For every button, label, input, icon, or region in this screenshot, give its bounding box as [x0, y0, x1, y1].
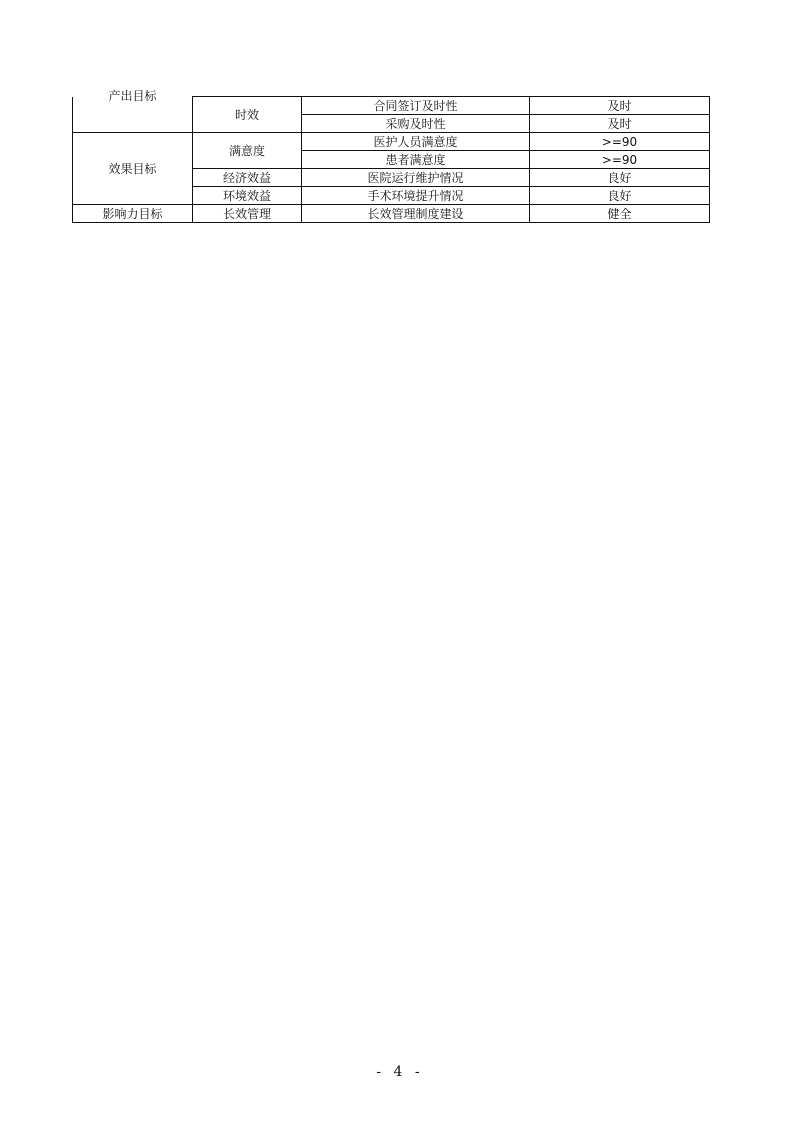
indicator-cell: 采购及时性 [302, 115, 530, 133]
subcategory-cell: 环境效益 [193, 187, 302, 205]
subcategory-cell: 时效 [193, 97, 302, 133]
value-cell: 健全 [530, 205, 710, 223]
indicator-cell: 手术环境提升情况 [302, 187, 530, 205]
subcategory-cell: 长效管理 [193, 205, 302, 223]
subcategory-cell: 满意度 [193, 133, 302, 169]
category-cell-impact: 影响力目标 [73, 205, 193, 223]
category-cell-effect: 效果目标 [73, 133, 193, 205]
table-row [73, 205, 710, 223]
category-cell-output [73, 88, 193, 133]
table-row [73, 133, 710, 151]
page-number: - 4 - [376, 1064, 424, 1080]
category-label: 产出目标 [108, 88, 157, 103]
subcategory-cell: 经济效益 [193, 169, 302, 187]
value-cell: 及时 [530, 97, 710, 115]
value-cell: >=90 [530, 133, 710, 151]
value-cell: 良好 [530, 169, 710, 187]
indicator-cell: 长效管理制度建设 [302, 205, 530, 223]
indicator-cell: 医院运行维护情况 [302, 169, 530, 187]
indicator-cell: 合同签订及时性 [302, 97, 530, 115]
performance-target-table [72, 88, 710, 223]
indicator-cell: 医护人员满意度 [302, 133, 530, 151]
value-cell: 良好 [530, 187, 710, 205]
indicator-cell: 患者满意度 [302, 151, 530, 169]
value-cell: >=90 [530, 151, 710, 169]
table-row [73, 97, 710, 115]
value-cell: 及时 [530, 115, 710, 133]
